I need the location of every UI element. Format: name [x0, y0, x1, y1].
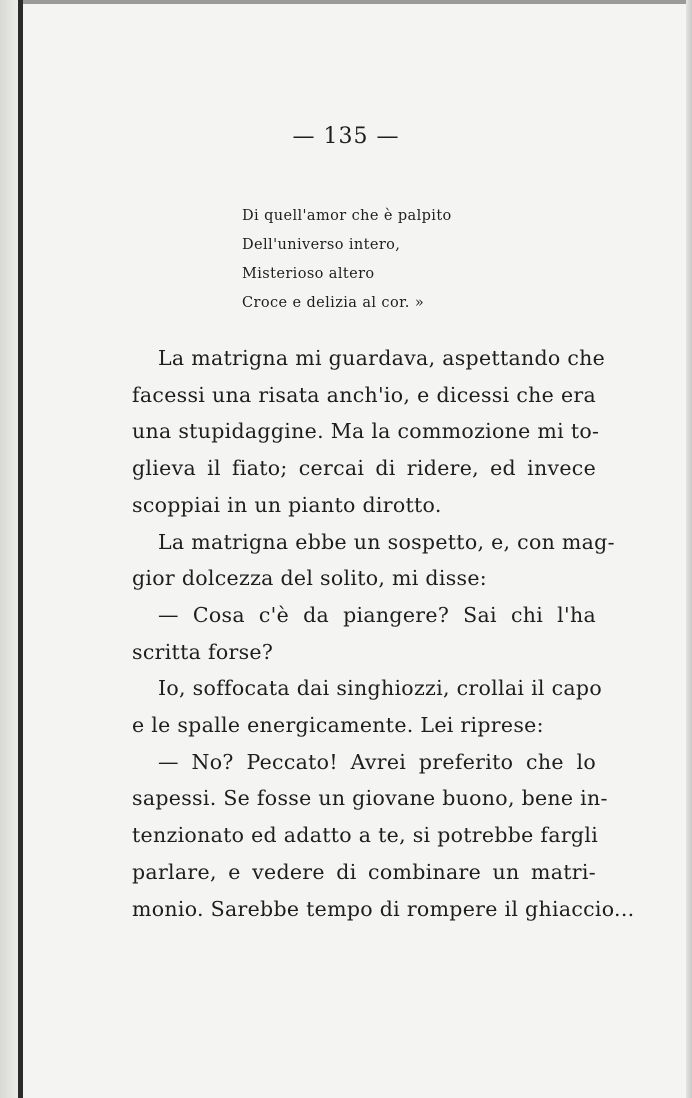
verse-line: Croce e delizia al cor. » [242, 295, 425, 311]
page-number: — 135 — [292, 124, 400, 149]
verse-line: Dell'universo intero, [242, 237, 401, 253]
text-line: La matrigna ebbe un sospetto, e, con mag- [158, 529, 615, 554]
text-line: scritta forse? [132, 639, 274, 664]
text-line: e le spalle energicamente. Lei riprese: [132, 713, 544, 738]
verse-line: Misterioso altero [242, 266, 375, 282]
verse-line: Di quell'amor che è palpito [242, 208, 452, 224]
book-binding [18, 0, 23, 1098]
paragraph [132, 597, 596, 670]
text-line: scoppiai in un pianto dirotto. [132, 492, 442, 517]
text-line: La matrigna mi guardava, aspettando che [158, 346, 606, 370]
text-line: gior dolcezza del solito, mi disse: [132, 566, 487, 591]
text-line: facessi una risata anch'io, e dicessi che era [132, 382, 596, 407]
text-line: — Cosa c'è da piangere? Sai chi l'ha [158, 602, 596, 627]
paragraph [132, 744, 635, 928]
text-line: glieva il fiato; cercai di ridere, ed invece [132, 456, 596, 481]
text-line: monio. Sarebbe tempo di rompere il ghiaccio... [132, 896, 635, 921]
verse-stanza [242, 202, 452, 318]
body-text [132, 340, 635, 927]
paragraph [132, 340, 606, 524]
paragraph [132, 524, 615, 597]
text-line: sapessi. Se fosse un giovane buono, bene in- [132, 786, 608, 811]
text-line: parlare, e vedere di combinare un matri- [132, 859, 596, 884]
text-line: — No? Peccato! Avrei preferito che lo [158, 749, 596, 774]
binding-shadow [0, 0, 18, 1098]
text-line: tenzionato ed adatto a te, si potrebbe fargli [132, 823, 599, 848]
right-page-edge [686, 0, 692, 1098]
paragraph [132, 670, 602, 743]
text-line: Io, soffocata dai singhiozzi, crollai il capo [158, 676, 602, 701]
text-line: una stupidaggine. Ma la commozione mi to- [132, 419, 600, 444]
top-page-edge [0, 0, 692, 4]
